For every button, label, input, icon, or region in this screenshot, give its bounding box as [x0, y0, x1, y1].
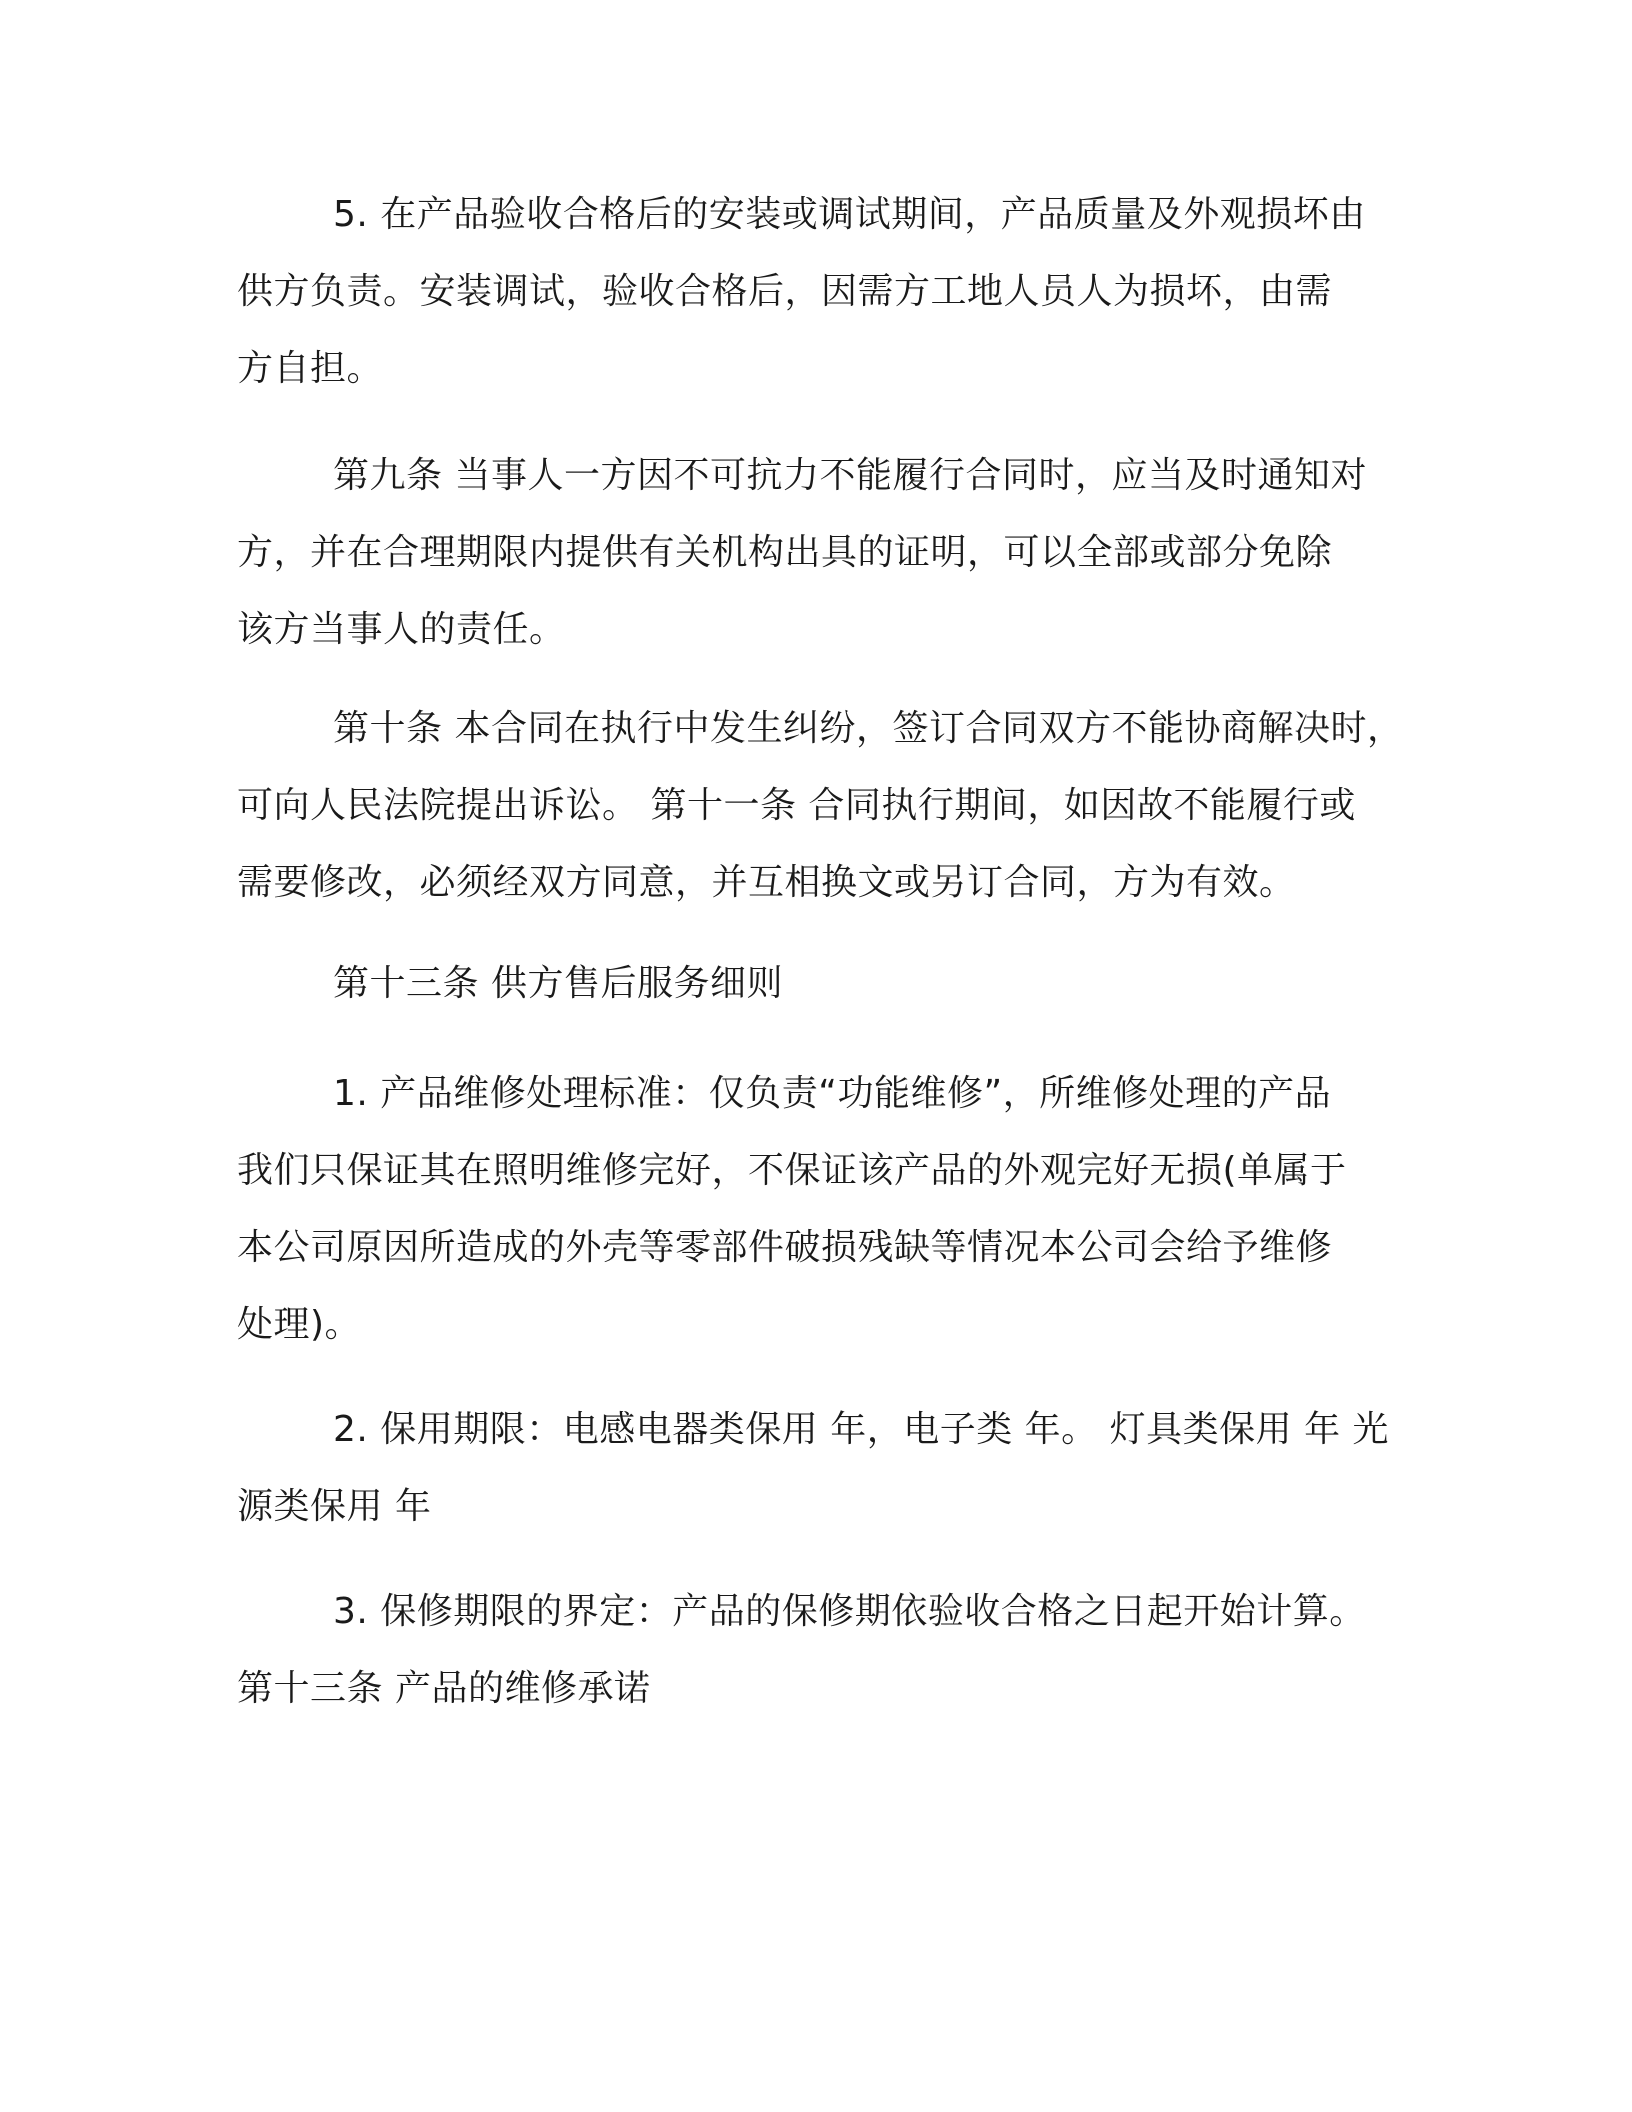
text-line: 可向人民法院提出诉讼。 第十一条 合同执行期间，如因故不能履行或 — [237, 785, 1356, 826]
text-line: 方，并在合理期限内提供有关机构出具的证明，可以全部或部分免除 — [237, 532, 1333, 573]
paragraph-service-item-1 — [237, 1055, 1407, 1363]
text-line: 1. 产品维修处理标准：仅负责“功能维修”，所维修处理的产品 — [333, 1073, 1332, 1114]
text-line: 第十条 本合同在执行中发生纠纷，签订合同双方不能协商解决时， — [333, 708, 1404, 749]
text-line: 本公司原因所造成的外壳等零部件破损残缺等情况本公司会给予维修 — [237, 1227, 1333, 1268]
text-line: 供方负责。安装调试，验收合格后，因需方工地人员人为损坏，由需 — [237, 271, 1333, 312]
text-line: 2. 保用期限：电感电器类保用 年，电子类 年。 灯具类保用 年 光 — [333, 1409, 1390, 1450]
text-line: 第十三条 产品的维修承诺 — [237, 1668, 651, 1709]
text-line: 3. 保修期限的界定：产品的保修期依验收合格之日起开始计算。 — [333, 1591, 1366, 1632]
paragraph-article-9 — [237, 437, 1407, 668]
text-line: 5. 在产品验收合格后的安装或调试期间，产品质量及外观损坏由 — [333, 194, 1366, 235]
section-heading: 第十三条 供方售后服务细则 — [333, 963, 783, 1004]
paragraph-article-10-11 — [237, 690, 1407, 921]
text-line: 该方当事人的责任。 — [237, 609, 566, 650]
text-line: 需要修改，必须经双方同意，并互相换文或另订合同，方为有效。 — [237, 862, 1296, 903]
heading-article-13 — [237, 945, 1407, 1022]
paragraph-item-5 — [237, 176, 1407, 407]
paragraph-service-item-3 — [237, 1573, 1407, 1727]
text-line: 处理)。 — [237, 1304, 362, 1345]
text-line: 第九条 当事人一方因不可抗力不能履行合同时，应当及时通知对 — [333, 455, 1367, 496]
text-line: 方自担。 — [237, 348, 384, 389]
text-line: 我们只保证其在照明维修完好，不保证该产品的外观完好无损(单属于 — [237, 1150, 1347, 1191]
paragraph-service-item-2 — [237, 1391, 1407, 1545]
text-line: 源类保用 年 — [237, 1486, 432, 1527]
